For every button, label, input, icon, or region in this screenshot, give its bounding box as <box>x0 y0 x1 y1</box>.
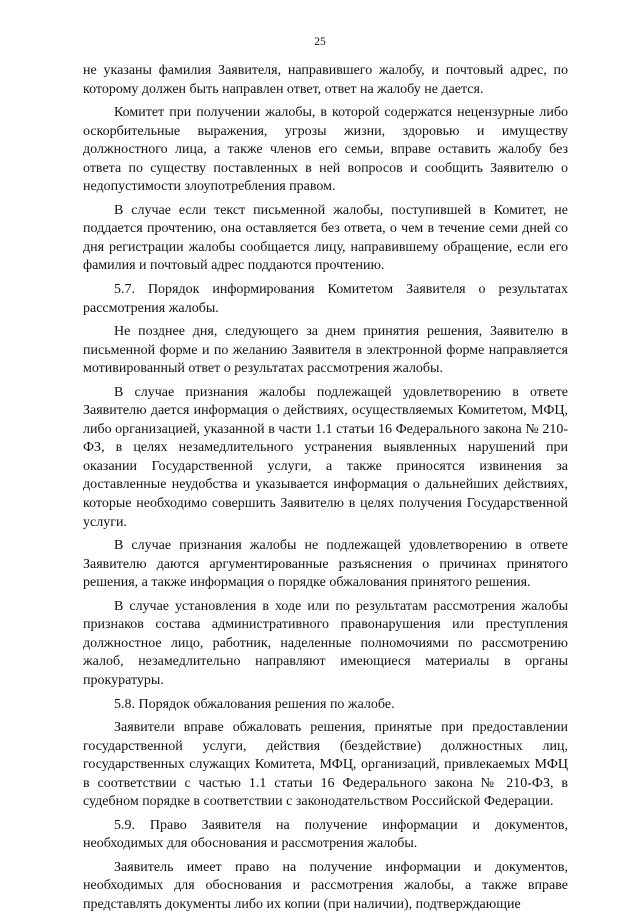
body-text <box>83 62 568 920</box>
paragraph: В случае если текст письменной жалобы, поступившей в Комитет, не поддается прочтению, она оставляется без ответа, о чем в течение семи дней со дня регистрации жалобы сообщается лицу, направившему обращение, если его фамилия и почтовый адрес поддаются прочтению. <box>83 202 568 274</box>
paragraph: В случае признания жалобы подлежащей удовлетворению в ответе Заявителю дается информация о действиях, осуществляемых Комитетом, МФЦ, либо организацией, указанной в части 1.1 статьи 16 Федерального закона № 210-ФЗ, в целях незамедлительного устранения выявленных нарушений при оказании Государственной услуги, а также приносятся извинения за доставленные неудобства и указывается информация о дальнейших действиях, которые необходимо совершить Заявителю в целях получения Государственной услуги. <box>83 384 568 530</box>
paragraph: Не позднее дня, следующего за днем принятия решения, Заявителю в письменной форме и по желанию Заявителя в электронной форме направляется мотивированный ответ о результатах рассмотрения жалобы. <box>83 324 568 377</box>
paragraph: В случае признания жалобы не подлежащей удовлетворению в ответе Заявителю даются аргументированные разъяснения о причинах принятого решения, а также информация о порядке обжалования принятого решения. <box>83 538 568 591</box>
paragraph: В случае установления в ходе или по результатам рассмотрения жалобы признаков состава административного правонарушения или преступления должностное лицо, работник, наделенные полномочиями по рассмотрению жалоб, незамедлительно направляют имеющиеся материалы в органы прокуратуры. <box>83 598 568 688</box>
section-heading: 5.8. Порядок обжалования решения по жалобе. <box>114 696 395 712</box>
paragraph: Заявители вправе обжаловать решения, принятые при предоставлении государственной услуги, действия (бездействие) должностных лиц, государственных служащих Комитета, МФЦ, организаций, привлекаемых МФЦ в соответствии с частью 1.1 статьи 16 Федерального закона № 210-ФЗ, в судебном порядке в соответствии с законодательством Российской Федерации. <box>83 720 568 810</box>
paragraph: Комитет при получении жалобы, в которой содержатся нецензурные либо оскорбительные выражения, угрозы жизни, здоровью и имуществу должностного лица, а также членов его семьи, вправе оставить жалобу без ответа по существу поставленных в ней вопросов и сообщить Заявителю о недопустимости злоупотребления правом. <box>83 105 568 195</box>
section-heading: 5.7. Порядок информирования Комитетом Заявителя о результатах рассмотрения жалобы. <box>83 282 568 316</box>
paragraph: Заявитель имеет право на получение информации и документов, необходимых для обоснования и рассмотрения жалобы, а также вправе представлять документы либо их копии (при наличии), подтверждающие <box>83 859 568 912</box>
section-heading: 5.9. Право Заявителя на получение информации и документов, необходимых для обоснования и рассмотрения жалобы. <box>83 817 568 852</box>
page-number: 25 <box>314 36 326 48</box>
paragraph: не указаны фамилия Заявителя, направившего жалобу, и почтовый адрес, по которому должен быть направлен ответ, ответ на жалобу не дается. <box>83 63 568 97</box>
